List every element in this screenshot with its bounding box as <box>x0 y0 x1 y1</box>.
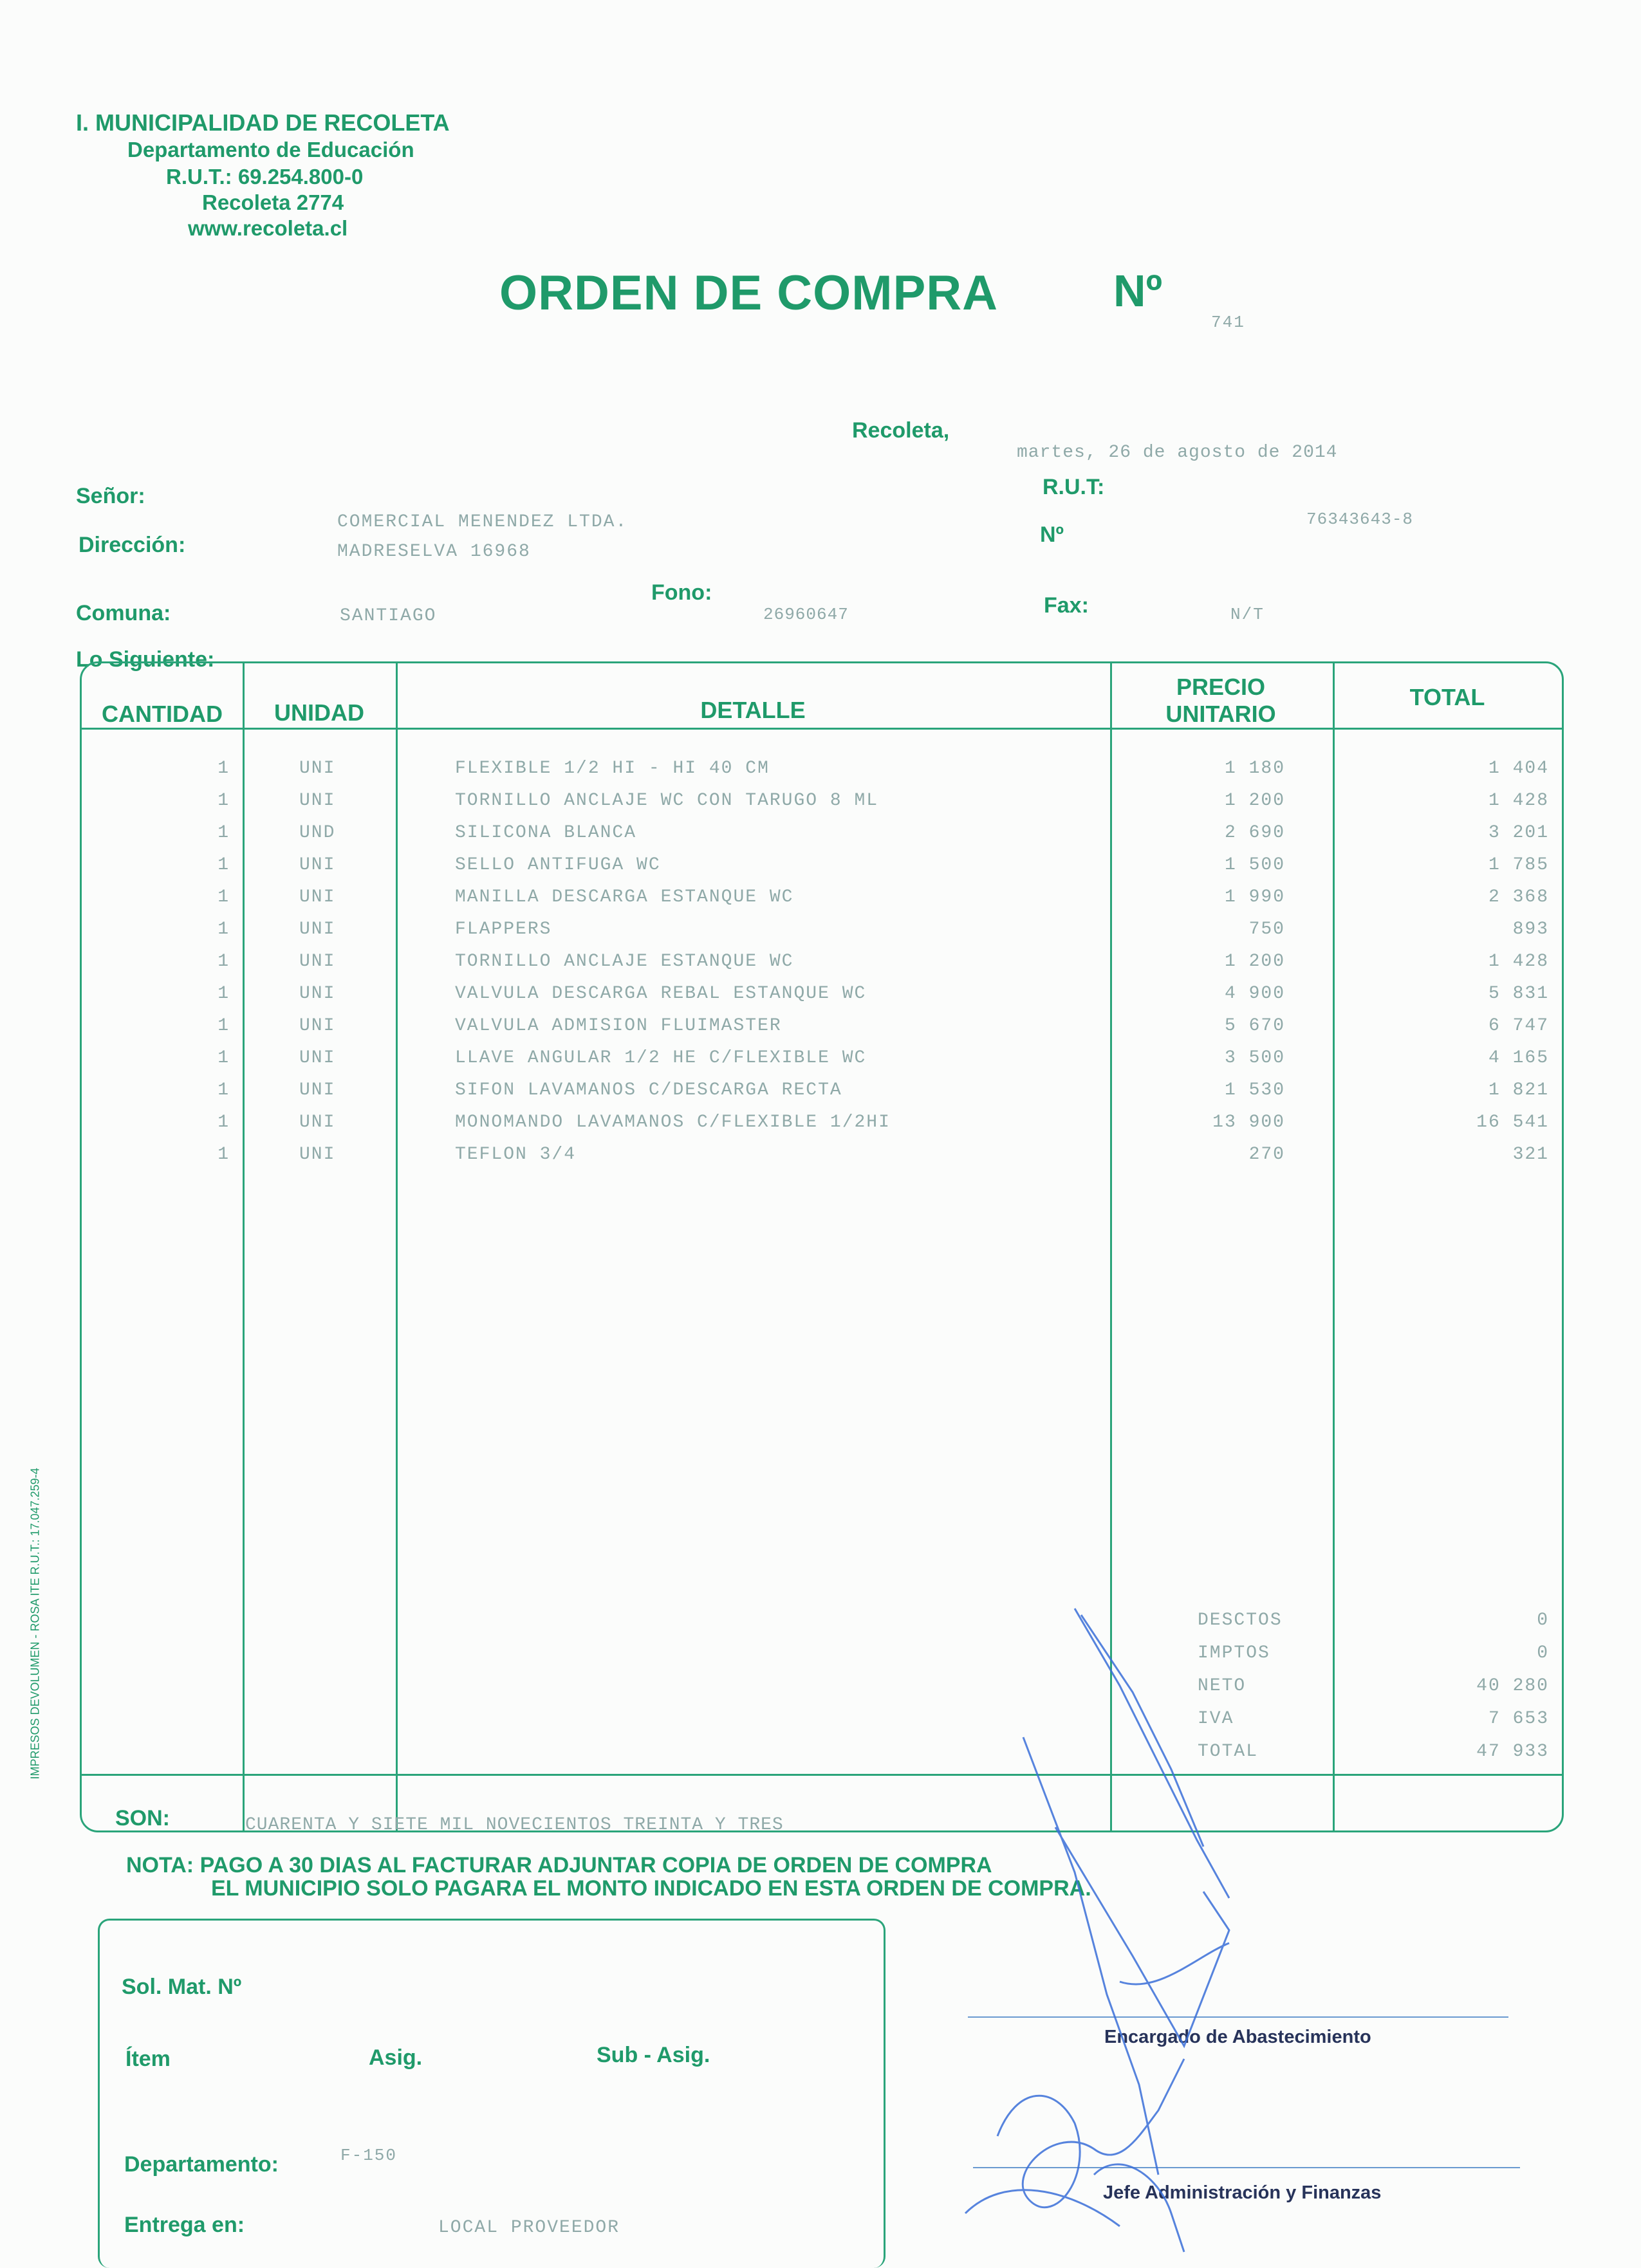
comuna-label: Comuna: <box>76 601 171 625</box>
rut-label: R.U.T: <box>1043 475 1105 499</box>
row-total: 1 404 <box>1488 759 1549 779</box>
row-qty: 1 <box>218 855 230 875</box>
row-detail: TORNILLO ANCLAJE ESTANQUE WC <box>455 952 794 972</box>
row-price: 13 900 <box>1212 1112 1285 1132</box>
entrega-label: Entrega en: <box>124 2213 245 2237</box>
table-row <box>82 1016 1562 1048</box>
no-label: Nº <box>1040 522 1064 547</box>
row-total: 6 747 <box>1488 1016 1549 1036</box>
row-unit: UNI <box>299 759 336 779</box>
summary-label: TOTAL <box>1198 1742 1259 1762</box>
summary-label: NETO <box>1198 1676 1247 1696</box>
summary-label: DESCTOS <box>1198 1610 1283 1630</box>
row-qty: 1 <box>218 1016 230 1036</box>
row-total: 4 165 <box>1488 1048 1549 1068</box>
table-row <box>82 984 1562 1016</box>
row-qty: 1 <box>218 1080 230 1100</box>
issuer-name: I. MUNICIPALIDAD DE RECOLETA <box>76 109 450 136</box>
vendor-fono: 26960647 <box>763 605 849 624</box>
nota-line-1: NOTA: PAGO A 30 DIAS AL FACTURAR ADJUNTAR COPIA DE ORDEN DE COMPRA <box>126 1853 992 1877</box>
row-unit: UNI <box>299 952 336 972</box>
issuer-web: www.recoleta.cl <box>188 216 348 240</box>
table-row <box>82 952 1562 984</box>
vendor-rut: 76343643-8 <box>1306 510 1414 529</box>
row-total: 1 428 <box>1488 791 1549 811</box>
col-detalle-header: DETALLE <box>700 697 806 723</box>
row-detail: MONOMANDO LAVAMANOS C/FLEXIBLE 1/2HI <box>455 1112 891 1132</box>
row-unit: UNI <box>299 919 336 939</box>
asig-label: Asig. <box>369 2045 423 2070</box>
row-detail: VALVULA DESCARGA REBAL ESTANQUE WC <box>455 984 867 1004</box>
vendor-address: MADRESELVA 16968 <box>337 542 531 562</box>
table-row <box>82 887 1562 919</box>
issuer-department: Departamento de Educación <box>127 138 414 161</box>
row-detail: TEFLON 3/4 <box>455 1145 577 1165</box>
row-total: 2 368 <box>1488 887 1549 907</box>
son-label: SON: <box>115 1806 170 1830</box>
row-qty: 1 <box>218 1145 230 1165</box>
row-detail: VALVULA ADMISION FLUIMASTER <box>455 1016 782 1036</box>
row-detail: SELLO ANTIFUGA WC <box>455 855 661 875</box>
row-unit: UNI <box>299 984 336 1004</box>
row-qty: 1 <box>218 791 230 811</box>
summary-value: 7 653 <box>1488 1709 1549 1729</box>
departamento-label: Departamento: <box>124 2152 279 2177</box>
row-unit: UNI <box>299 887 336 907</box>
jefe-label: Jefe Administración y Finanzas <box>1103 2182 1382 2203</box>
row-price: 270 <box>1248 1145 1285 1165</box>
table-row <box>82 759 1562 791</box>
row-qty: 1 <box>218 1112 230 1132</box>
table-row <box>82 823 1562 855</box>
table-row <box>82 1112 1562 1145</box>
row-detail: SIFON LAVAMANOS C/DESCARGA RECTA <box>455 1080 842 1100</box>
order-number-label: Nº <box>1113 266 1163 316</box>
row-detail: TORNILLO ANCLAJE WC CON TARUGO 8 ML <box>455 791 879 811</box>
row-price: 1 500 <box>1224 855 1285 875</box>
row-price: 1 530 <box>1224 1080 1285 1100</box>
row-detail: FLAPPERS <box>455 919 552 939</box>
summary-label: IMPTOS <box>1198 1643 1270 1663</box>
issuer-rut: R.U.T.: 69.254.800-0 <box>166 165 364 189</box>
table-row <box>82 1145 1562 1177</box>
entrega-value: LOCAL PROVEEDOR <box>438 2218 620 2238</box>
row-unit: UNI <box>299 1080 336 1100</box>
city-label: Recoleta, <box>852 418 950 443</box>
senor-label: Señor: <box>76 484 145 508</box>
row-unit: UNI <box>299 791 336 811</box>
son-text: CUARENTA Y SIETE MIL NOVECIENTOS TREINTA Y TRES <box>245 1815 784 1835</box>
row-price: 4 900 <box>1224 984 1285 1004</box>
row-unit: UNI <box>299 855 336 875</box>
col-total-header: TOTAL <box>1409 684 1485 710</box>
summary-value: 0 <box>1537 1610 1549 1630</box>
row-price: 1 990 <box>1224 887 1285 907</box>
row-price: 1 180 <box>1224 759 1285 779</box>
direccion-label: Dirección: <box>79 533 186 557</box>
row-price: 5 670 <box>1224 1016 1285 1036</box>
item-label: Ítem <box>125 2047 171 2071</box>
row-price: 1 200 <box>1224 791 1285 811</box>
side-print-text: IMPRESOS DEVOLUMEN - ROSA ITE R.U.T.: 17.047.259-4 <box>28 1468 42 1780</box>
vendor-name: COMERCIAL MENENDEZ LTDA. <box>337 512 628 532</box>
document-title: ORDEN DE COMPRA <box>499 266 999 320</box>
row-qty: 1 <box>218 759 230 779</box>
row-detail: LLAVE ANGULAR 1/2 HE C/FLEXIBLE WC <box>455 1048 867 1068</box>
row-price: 3 500 <box>1224 1048 1285 1068</box>
internal-box <box>98 1919 885 2268</box>
row-total: 893 <box>1512 919 1549 939</box>
fax-label: Fax: <box>1044 593 1089 618</box>
summary-value: 40 280 <box>1476 1676 1549 1696</box>
row-price: 750 <box>1248 919 1285 939</box>
row-unit: UND <box>299 823 336 843</box>
row-total: 1 821 <box>1488 1080 1549 1100</box>
table-row <box>82 791 1562 823</box>
row-qty: 1 <box>218 919 230 939</box>
row-qty: 1 <box>218 887 230 907</box>
table-row <box>82 1048 1562 1080</box>
table-row <box>82 919 1562 952</box>
row-qty: 1 <box>218 952 230 972</box>
encargado-label: Encargado de Abastecimiento <box>1104 2027 1371 2047</box>
row-detail: MANILLA DESCARGA ESTANQUE WC <box>455 887 794 907</box>
departamento-value: F-150 <box>340 2146 398 2165</box>
row-qty: 1 <box>218 823 230 843</box>
row-price: 2 690 <box>1224 823 1285 843</box>
row-unit: UNI <box>299 1145 336 1165</box>
summary-value: 0 <box>1537 1643 1549 1663</box>
fono-label: Fono: <box>651 580 712 605</box>
order-date: martes, 26 de agosto de 2014 <box>1017 443 1338 463</box>
row-price: 1 200 <box>1224 952 1285 972</box>
summary-label: IVA <box>1198 1709 1234 1729</box>
sol-mat-label: Sol. Mat. Nº <box>122 1975 242 1999</box>
issuer-address: Recoleta 2774 <box>202 190 344 214</box>
lo-siguiente-label: Lo Siguiente: <box>76 647 215 672</box>
row-detail: FLEXIBLE 1/2 HI - HI 40 CM <box>455 759 770 779</box>
col-cantidad-header: CANTIDAD <box>102 701 223 727</box>
row-total: 16 541 <box>1476 1112 1549 1132</box>
vendor-fax: N/T <box>1230 605 1265 624</box>
row-total: 1 785 <box>1488 855 1549 875</box>
row-unit: UNI <box>299 1112 336 1132</box>
row-total: 321 <box>1512 1145 1549 1165</box>
order-number: 741 <box>1211 313 1245 332</box>
row-qty: 1 <box>218 984 230 1004</box>
row-total: 1 428 <box>1488 952 1549 972</box>
signature-scribble <box>927 1596 1377 2258</box>
col-unidad-header: UNIDAD <box>274 699 364 726</box>
row-unit: UNI <box>299 1048 336 1068</box>
col-precio-header: PRECIO UNITARIO <box>1165 674 1276 727</box>
table-row <box>82 855 1562 887</box>
vendor-comuna: SANTIAGO <box>340 606 437 626</box>
row-unit: UNI <box>299 1016 336 1036</box>
table-row <box>82 1080 1562 1112</box>
row-qty: 1 <box>218 1048 230 1068</box>
row-total: 3 201 <box>1488 823 1549 843</box>
sub-asig-label: Sub - Asig. <box>597 2043 710 2067</box>
row-detail: SILICONA BLANCA <box>455 823 637 843</box>
row-total: 5 831 <box>1488 984 1549 1004</box>
summary-value: 47 933 <box>1476 1742 1549 1762</box>
nota-line-2: EL MUNICIPIO SOLO PAGARA EL MONTO INDICADO EN ESTA ORDEN DE COMPRA. <box>211 1876 1091 1901</box>
